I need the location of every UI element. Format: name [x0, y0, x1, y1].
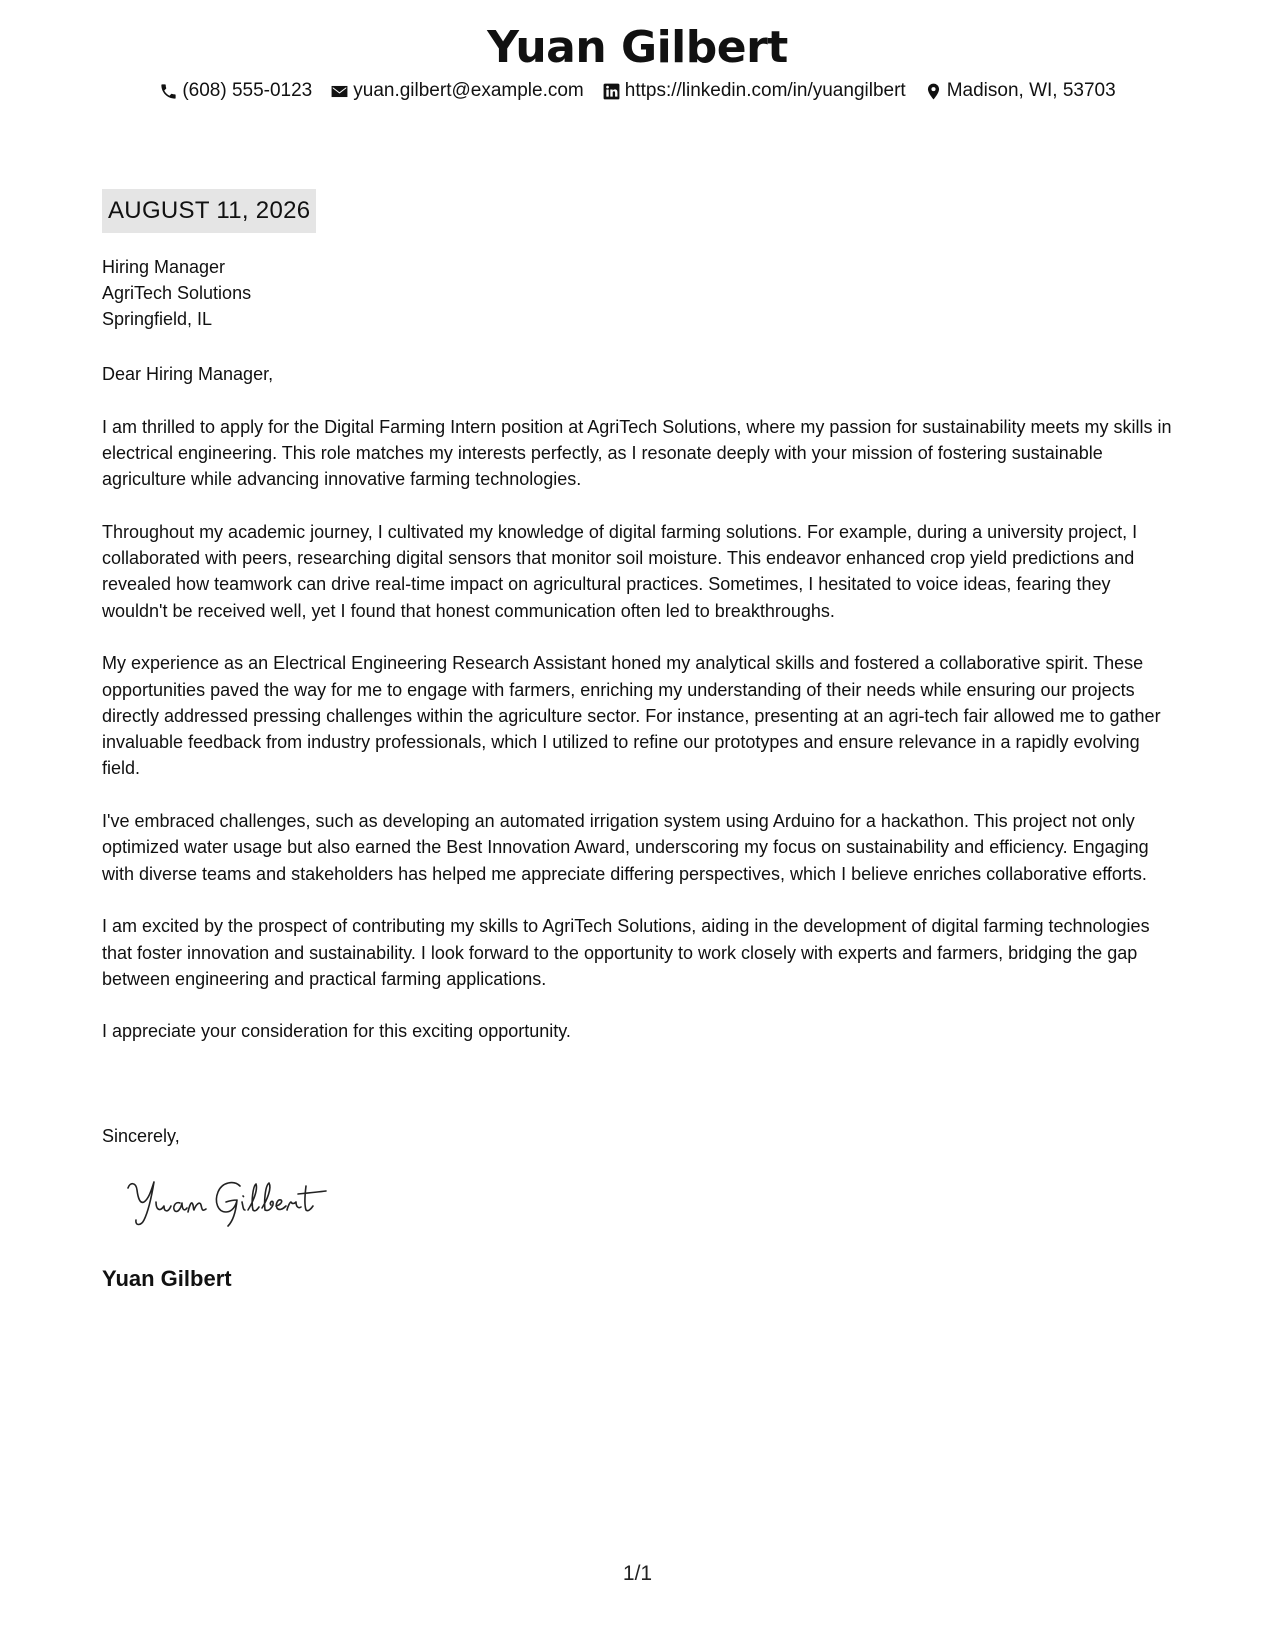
body-paragraph-6: I appreciate your consideration for this exciting opportunity. [102, 1021, 571, 1042]
page-number: 1/1 [622, 1562, 653, 1585]
recipient-block [102, 254, 251, 332]
contact-location [924, 80, 1116, 102]
body-paragraph-2: Throughout my academic journey, I cultivated my knowledge of digital farming solutions. For example, during a university project, I collaborated with peers, researching digital sensors that monitor soil moisture. This endeavor enhanced crop yield predictions and revealed how teamwork can drive real-time impact on agricultural practices. Sometimes, I hesitated to voice ideas, fearing they wouldn't be received well, yet I found that honest communication often led to breakthroughs. [102, 521, 1138, 621]
linkedin-link[interactable]: https://linkedin.com/in/yuangilbert [624, 80, 906, 101]
email-link[interactable]: yuan.gilbert@example.com [353, 80, 584, 101]
handwritten-signature [122, 1172, 342, 1232]
contact-email [330, 80, 584, 102]
signer-name: Yuan Gilbert [102, 1266, 232, 1291]
body-paragraph-1: I am thrilled to apply for the Digital Farming Intern position at AgriTech Solutions, where my passion for sustainability meets my skills in electrical engineering. This role matches my interests perfectly, as I resonate deeply with your mission of fostering sustainable agriculture while advancing innovative farming technologies. [102, 416, 1172, 490]
recipient-title: Hiring Manager [102, 257, 226, 277]
body-paragraph-4: I've embraced challenges, such as developing an automated irrigation system using Arduino for a hackathon. This project not only optimized water usage but also earned the Best Innovation Award, underscoring my focus on sustainability and efficiency. Engaging with diverse teams and stakeholders has helped me appreciate differing perspectives, which I believe enriches collaborative efforts. [102, 811, 1149, 884]
recipient-location: Springfield, IL [102, 309, 213, 329]
closing-salutation: Sincerely, [102, 1126, 180, 1146]
contact-linkedin [602, 80, 906, 102]
body-paragraph-5: I am excited by the prospect of contributing my skills to AgriTech Solutions, aiding in the development of digital farming technologies that foster innovation and sustainability. I look forward to the opportunity to work closely with experts and farmers, bridging the gap between engineering and practical farming applications. [102, 916, 1150, 989]
location-text: Madison, WI, 53703 [946, 80, 1116, 101]
phone-icon [159, 82, 178, 101]
letter-body [102, 361, 1177, 1071]
map-pin-icon [924, 82, 943, 101]
greeting: Dear Hiring Manager, [102, 364, 274, 384]
phone-text: (608) 555-0123 [182, 80, 313, 101]
contact-info-row [0, 80, 1275, 102]
letter-date: AUGUST 11, 2026 [102, 189, 316, 233]
recipient-company: AgriTech Solutions [102, 283, 252, 303]
applicant-name-heading: Yuan Gilbert [487, 22, 788, 73]
envelope-icon [330, 82, 349, 101]
contact-phone [159, 80, 312, 102]
body-paragraph-3: My experience as an Electrical Engineering Research Assistant honed my analytical skills and fostered a collaborative spirit. These opportunities paved the way for me to engage with farmers, enriching my understanding of their needs while ensuring our projects directly addressed pressing challenges within the agriculture sector. For instance, presenting at an agri-tech fair allowed me to gather invaluable feedback from industry professionals, which I utilized to refine our prototypes and ensure relevance in a rapidly evolving field. [102, 653, 1161, 779]
linkedin-icon [602, 82, 621, 101]
